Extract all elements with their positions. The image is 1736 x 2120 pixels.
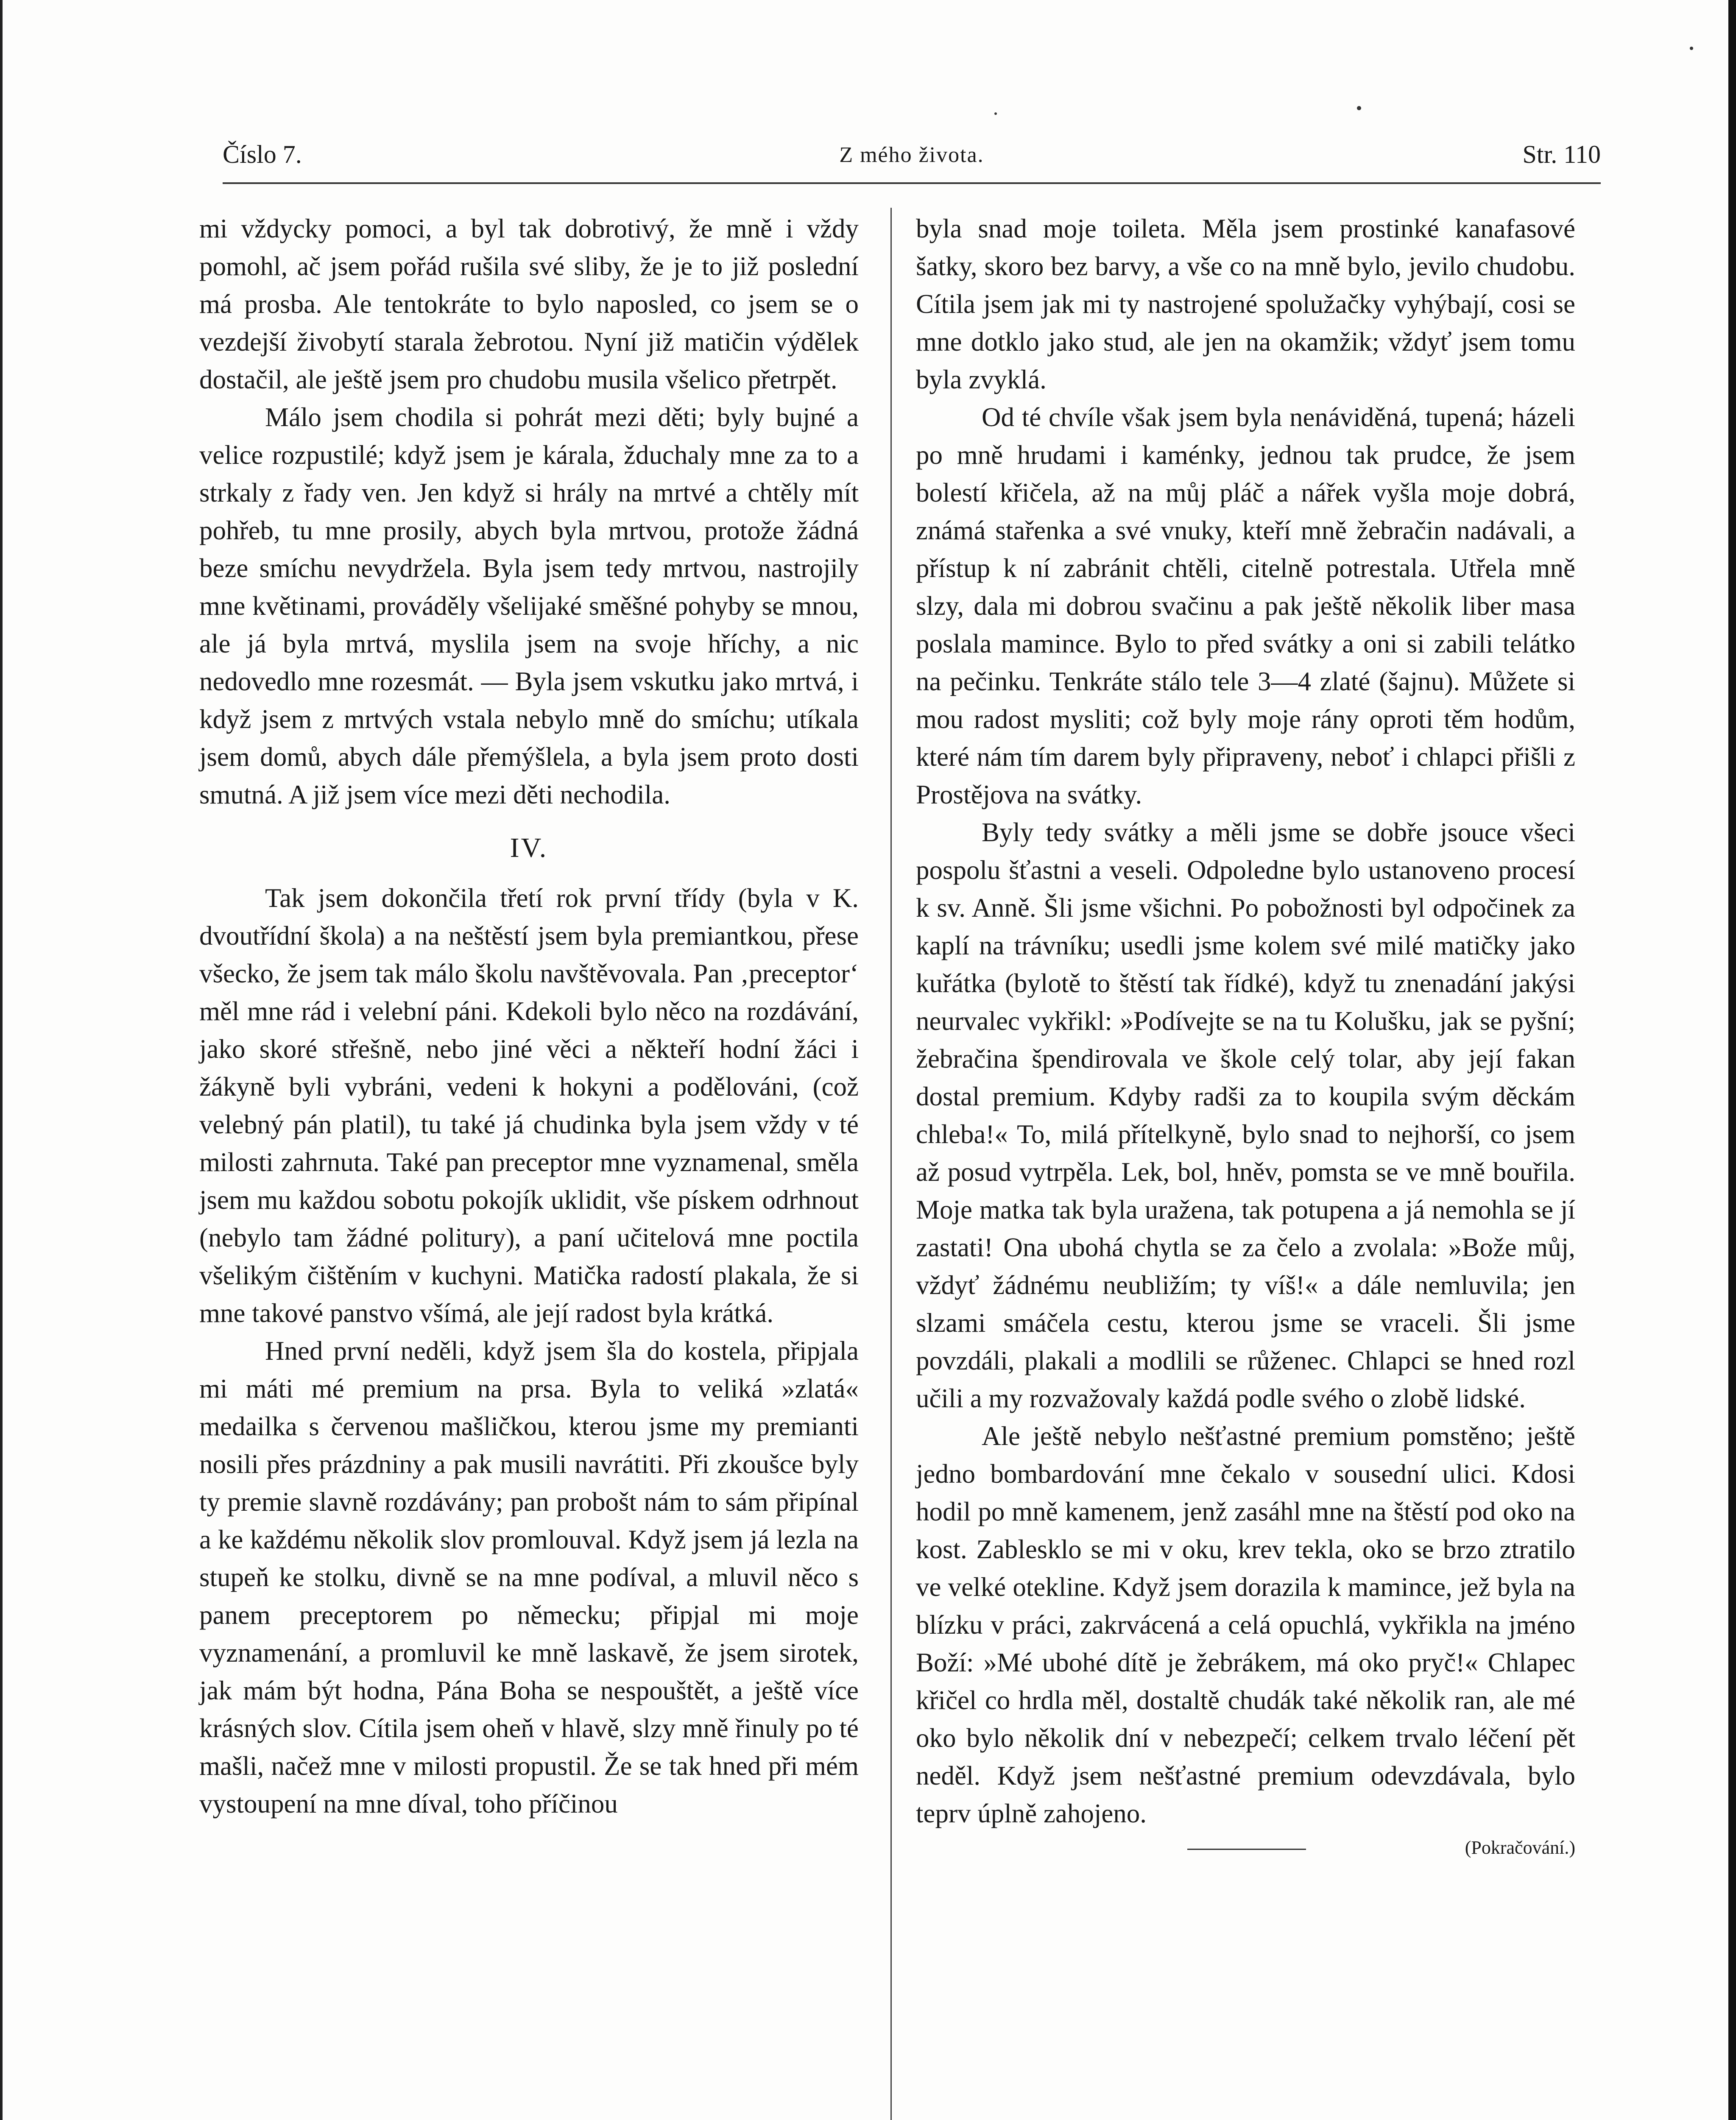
column-divider xyxy=(890,208,892,2120)
paragraph: Od té chvíle však jsem byla nenáviděná, tupená; házeli po mně hrudami i kaménky, jednou tak prudce, že jsem bolestí křičela, až na můj pláč a nářek vyšla moje dobrá, známá stařenka a své vnuky, kteří mně žebračin nadávali, a přístup k ní zabránit chtěli, citelně potrestala. Utřela mně slzy, dala mi dobrou svačinu a pak ještě několik liber masa poslala mamince. Bylo to před svátky a oni si zabili telátko na pečinku. Tenkráte stálo tele 3—4 zlaté (šajnu). Můžete si mou radost mysliti; což byly moje rány oproti těm hodům, které nám tím darem byly připraveny, neboť i chlapci přišli z Prostějova na svátky. xyxy=(916,402,1575,809)
scan-speck xyxy=(1357,106,1361,110)
paragraph: Byly tedy svátky a měli jsme se dobře jsouce všeci pospolu šťastni a veseli. Odpoledne bylo ustanoveno procesí k sv. Anně. Šli jsme všichni. Po pobožnosti byl odpočinek za kaplí na trávníku; usedli jsme kolem své milé matičky jako kuřátka (bylotě to štěstí tak řídké), když tu znenadání jakýsi neurvalec vykřikl: »Podívejte se na tu Kolušku, jak se pyšní; žebračina špendirovala ve škole celý tolar, aby její fakan dostal premium. Kdyby radši za to koupila svým děckám chleba!« To, milá přítelkyně, bylo snad to nejhorší, co jsem až posud vytrpěla. Lek, bol, hněv, pomsta se ve mně bouřila. Moje matka tak byla uražena, tak potupena a já nemohla se jí zastati! Ona ubohá chytla se za čelo a zvolala: »Bože můj, vždyť žádnému neubližím; ty víš!« a dále nemluvila; jen slzami smáčela cestu, kterou jsme se vraceli. Šli jsme povzdáli, plakali a modlili se růženec. Chlapci se hned rozl učili a my rozvažovaly každá podle svého o zlobě lidské. xyxy=(916,817,1575,1413)
scan-edge-left xyxy=(0,0,3,2120)
paragraph: mi vždycky pomoci, a byl tak dobrotivý, že mně i vždy pomohl, ač jsem pořád rušila své sliby, že je to již poslední má prosba. Ale tentokráte to bylo naposled, co jsem se o vezdejší živobytí starala žebrotou. Nyní již matičin výdělek dostačil, ale ještě jsem pro chudobu musila všelico přetrpět. xyxy=(199,214,859,394)
issue-number: Číslo 7. xyxy=(223,140,302,168)
paragraph: Tak jsem dokončila třetí rok první třídy (byla v K. dvoutřídní škola) a na neštěstí jsem byla premiantkou, přese všecko, že jsem tak málo školu navštěvovala. Pan ‚preceptor‘ měl mne rád i velební páni. Kdekoli bylo něco na rozdávání, jako skoré střešně, nebo jiné věci a někteří hodní žáci i žákyně byli vybráni, vedeni k hokyni a podělováni, (což velebný pán platil), tu také já chudinka byla jsem vždy v té milosti zahrnuta. Také pan preceptor mne vyznamenal, směla jsem mu každou sobotu pokojík uklidit, vše pískem odrhnout (nebylo tam žádné politury), a paní učitelová mne poctila všelikým čištěním v kuchyni. Matička radostí plakala, že si mne takové panstvo všímá, ale její radost byla krátká. xyxy=(199,883,859,1328)
paragraph: Hned první neděli, když jsem šla do kostela, připjala mi máti mé premium na prsa. Byla to veliká »zlatá« medailka s červenou mašličkou, kterou jsme my premianti nosili přes prázdniny a pak musili navrátiti. Při zkoušce byly ty premie slavně rozdávány; pan probošt nám to sám připínal a ke každému několik slov promlouval. Když jsem já lezla na stupeň ke stolku, divně se na mne podíval, a mluvil něco s panem preceptorem po německu; připjal mi moje vyznamenání, a promluvil ke mně laskavě, že jsem sirotek, jak mám být hodna, Pána Boha se nespouštět, a ještě více krásných slov. Cítila jsem oheň v hlavě, slzy mně řinuly po té mašli, načež mne v milosti propustil. Že se tak hned při mém vystoupení na mne díval, toho příčinou xyxy=(199,1336,859,1819)
scan-speck xyxy=(1690,47,1693,50)
left-column xyxy=(199,210,859,1823)
page-header xyxy=(223,140,1601,178)
continued-note: (Pokračování.) xyxy=(1465,1837,1575,1858)
section-heading: IV. xyxy=(510,832,548,863)
paragraph: Ale ještě nebylo nešťastné premium pomstěno; ještě jedno bombardování mne čekalo v sousední ulici. Kdosi hodil po mně kamenem, jenž zasáhl mne na štěstí pod oko na kost. Zablesklo se mi v oku, krev tekla, oko se brzo ztratilo ve velké otekline. Když jsem dorazila k mamince, jež byla na blízku v práci, zakrvácená a celá opuchlá, vykřikla na jméno Boží: »Mé ubohé dítě je žebrákem, má oko pryč!« Chlapec křičel co hrdla měl, dostaltě chudák také několik ran, ale mé oko bylo několik dní v nebezpečí; celkem trvalo léčení pět neděl. Když jsem nešťastné premium odevzdávala, bylo teprv úplně zahojeno. xyxy=(916,1421,1575,1828)
page-number: Str. 110 xyxy=(1522,140,1601,168)
header-rule xyxy=(223,182,1601,184)
paragraph: Málo jsem chodila si pohrát mezi děti; byly bujné a velice rozpustilé; když jsem je kárala, žduchaly mne za to a strkaly z řady ven. Jen když si hrály na mrtvé a chtěly mít pohřeb, tu mne prosily, abych byla mrtvou, protože žádná beze smíchu nevydržela. Byla jsem tedy mrtvou, nastrojily mne květinami, prováděly všelijaké směšné pohyby se mnou, ale já byla mrtvá, myslila jsem na svoje hříchy, a nic nedovedlo mne rozesmát. — Byla jsem vskutku jako mrtvá, i když jsem z mrtvých vstala nebylo mně do smíchu; utíkala jsem domů, abych dále přemýšlela, a byla jsem proto dosti smutná. A již jsem více mezi děti nechodila. xyxy=(199,402,859,809)
running-title: Z mého života. xyxy=(839,143,984,167)
right-column xyxy=(916,210,1575,1858)
scan-edge-right xyxy=(1728,0,1736,2120)
paragraph: byla snad moje toileta. Měla jsem prostinké kanafasové šatky, skoro bez barvy, a vše co na mně bylo, jevilo chudobu. Cítila jsem jak mi ty nastrojené spolužačky vyhýbají, cosi se mne dotklo jako stud, ale jen na okamžik; vždyť jsem tomu byla zvyklá. xyxy=(916,214,1575,394)
scan-speck xyxy=(994,112,997,115)
